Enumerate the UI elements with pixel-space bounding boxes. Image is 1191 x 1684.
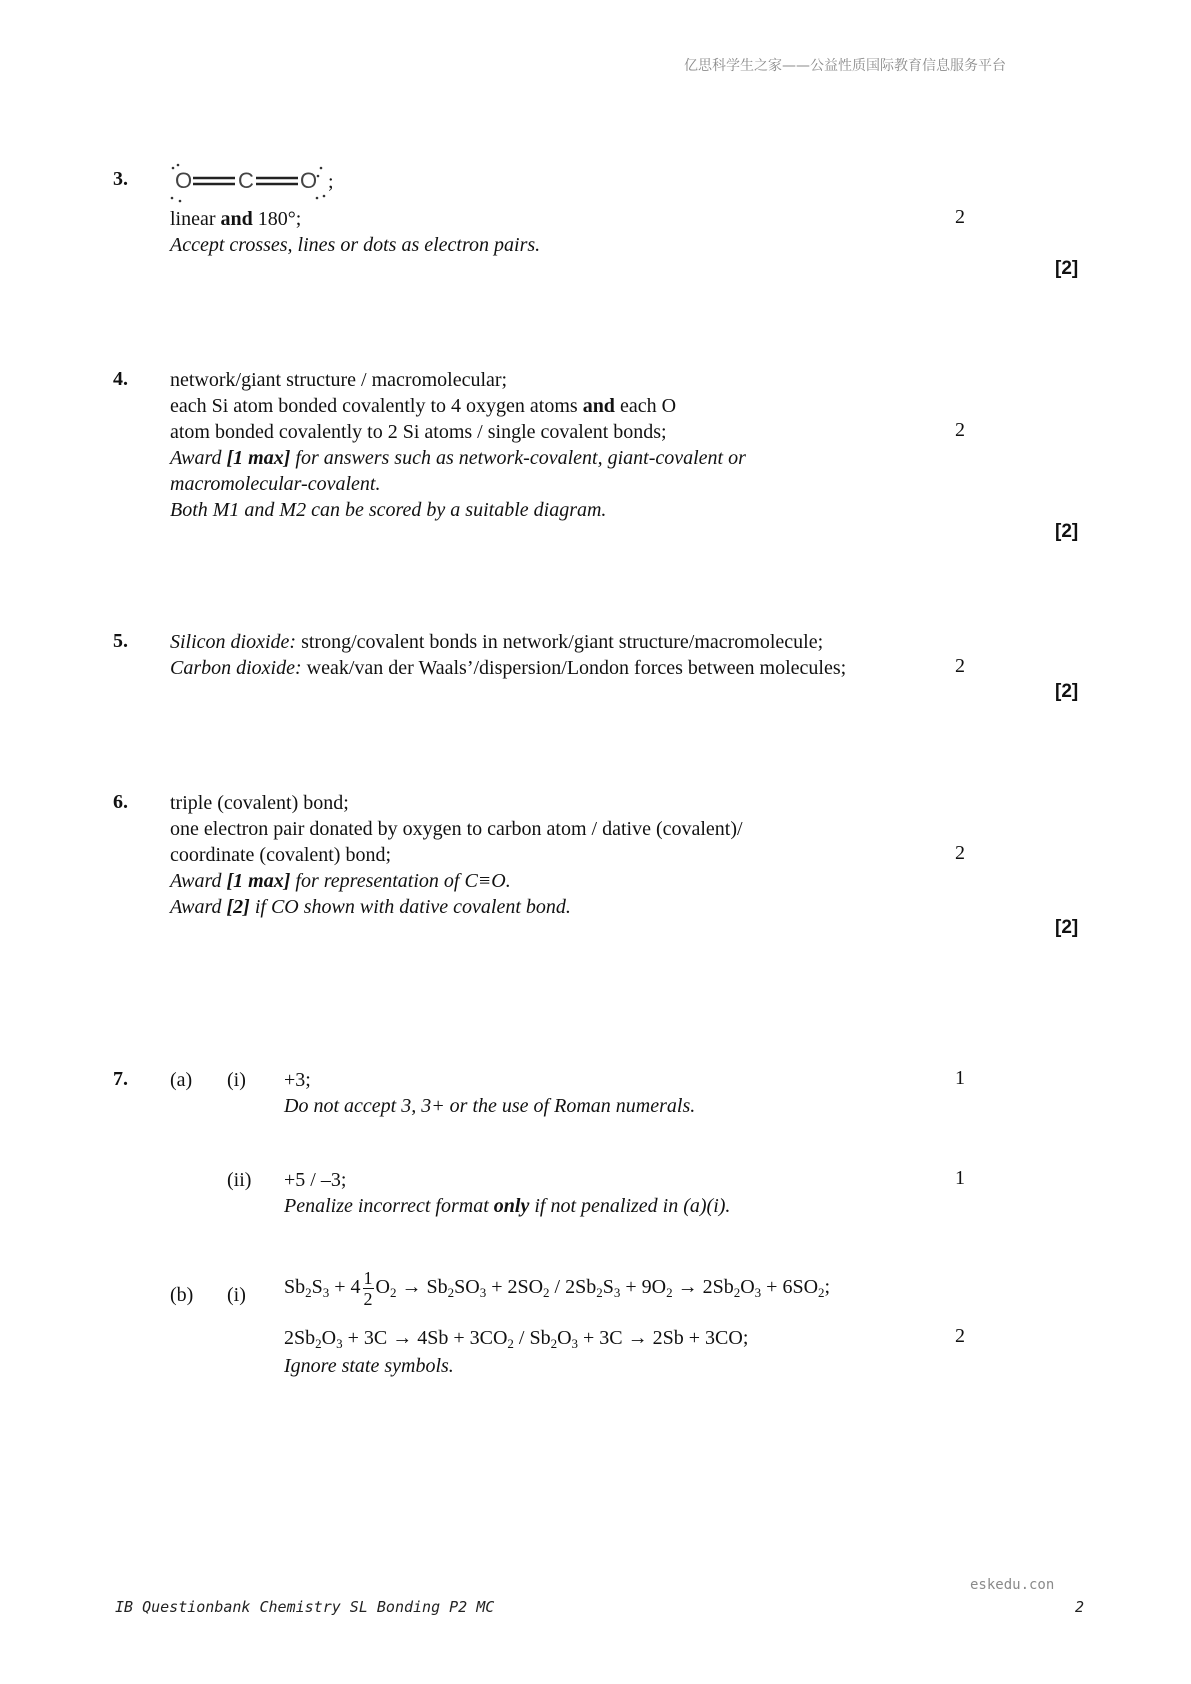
carbon-center: C	[238, 168, 254, 193]
marking-note: Accept crosses, lines or dots as electron pairs.	[170, 234, 541, 256]
chemical-equation: $2Sb_2O_3 + 3C \to 4Sb + 3CO_2 / Sb_2O_3 + 3C \to 2Sb + 3CO$;	[284, 1327, 749, 1351]
watermark-text: eskedu.con	[970, 1577, 1055, 1593]
marking-note: Penalize incorrect format only if not penalized in (a)(i).	[284, 1195, 731, 1217]
mark-value: 2	[955, 1325, 965, 1347]
part-label: (b)	[170, 1284, 194, 1306]
lewis-semicolon: ;	[328, 171, 334, 193]
marking-note: Award [2] if CO shown with dative covalent bond.	[170, 896, 571, 918]
answer-line: Carbon dioxide: weak/van der Waals’/dispersion/London forces between molecules;	[170, 657, 847, 679]
answer-line: network/giant structure / macromolecular;	[170, 369, 508, 391]
oxygen-left: O	[175, 168, 193, 193]
marking-note: Both M1 and M2 can be scored by a suitable diagram.	[170, 499, 607, 521]
answer-line: triple (covalent) bond;	[170, 792, 349, 814]
page-number: 2	[1075, 1598, 1085, 1616]
question-number: 7.	[113, 1068, 128, 1090]
mark-value: 1	[955, 1167, 965, 1189]
subpart-label: (ii)	[227, 1169, 252, 1191]
page-header-banner: 亿思科学生之家——公益性质国际教育信息服务平台	[684, 58, 1006, 74]
mark-value: 2	[955, 842, 965, 864]
total-marks: [2]	[1055, 521, 1079, 542]
question-number: 4.	[113, 368, 128, 390]
marking-note: Award [1 max] for representation of C≡O.	[170, 870, 511, 892]
mark-value: 2	[955, 419, 965, 441]
answer-line: coordinate (covalent) bond;	[170, 844, 392, 866]
subpart-label: (i)	[227, 1069, 246, 1091]
mark-value: 2	[955, 206, 965, 228]
answer-line: +5 / –3;	[284, 1169, 347, 1191]
total-marks: [2]	[1055, 917, 1079, 938]
marking-note: Do not accept 3, 3+ or the use of Roman numerals.	[284, 1095, 696, 1117]
total-marks: [2]	[1055, 681, 1079, 702]
answer-line: +3;	[284, 1069, 311, 1091]
oxygen-right: O	[300, 168, 318, 193]
question-number: 6.	[113, 791, 128, 813]
part-label: (a)	[170, 1069, 193, 1091]
fraction-one-half: $\frac{1}{2}$	[363, 1268, 373, 1309]
marking-note: Ignore state symbols.	[284, 1355, 454, 1377]
total-marks: [2]	[1055, 258, 1079, 279]
chemical-equation: $Sb_2S_3 + 4$ $\frac{1}{2}$ $O_2 \to Sb_2SO_3 + 2SO_2 / 2Sb_2S_3 + 9O_2 \to 2Sb_2O_3 + 6SO_2$;	[284, 1268, 831, 1309]
question-number: 5.	[113, 630, 128, 652]
answer-line: each Si atom bonded covalently to 4 oxygen atoms and each O	[170, 395, 677, 417]
answer-line: Silicon dioxide: strong/covalent bonds in network/giant structure/macromolecule;	[170, 631, 824, 653]
answer-line: atom bonded covalently to 2 Si atoms / single covalent bonds;	[170, 421, 667, 443]
subpart-label: (i)	[227, 1284, 246, 1306]
mark-value: 1	[955, 1067, 965, 1089]
marking-note: macromolecular-covalent.	[170, 473, 381, 495]
mark-value: 2	[955, 655, 965, 677]
marking-note: Award [1 max] for answers such as network-covalent, giant-covalent or	[170, 447, 746, 469]
answer-line: linear and 180°;	[170, 208, 302, 230]
question-number: 3.	[113, 168, 128, 190]
co2-lewis-diagram	[168, 160, 338, 210]
answer-line: one electron pair donated by oxygen to carbon atom / dative (covalent)/	[170, 818, 743, 840]
footer-title: IB Questionbank Chemistry SL Bonding P2 MC	[115, 1598, 495, 1616]
co2-lewis-structure	[168, 160, 338, 210]
